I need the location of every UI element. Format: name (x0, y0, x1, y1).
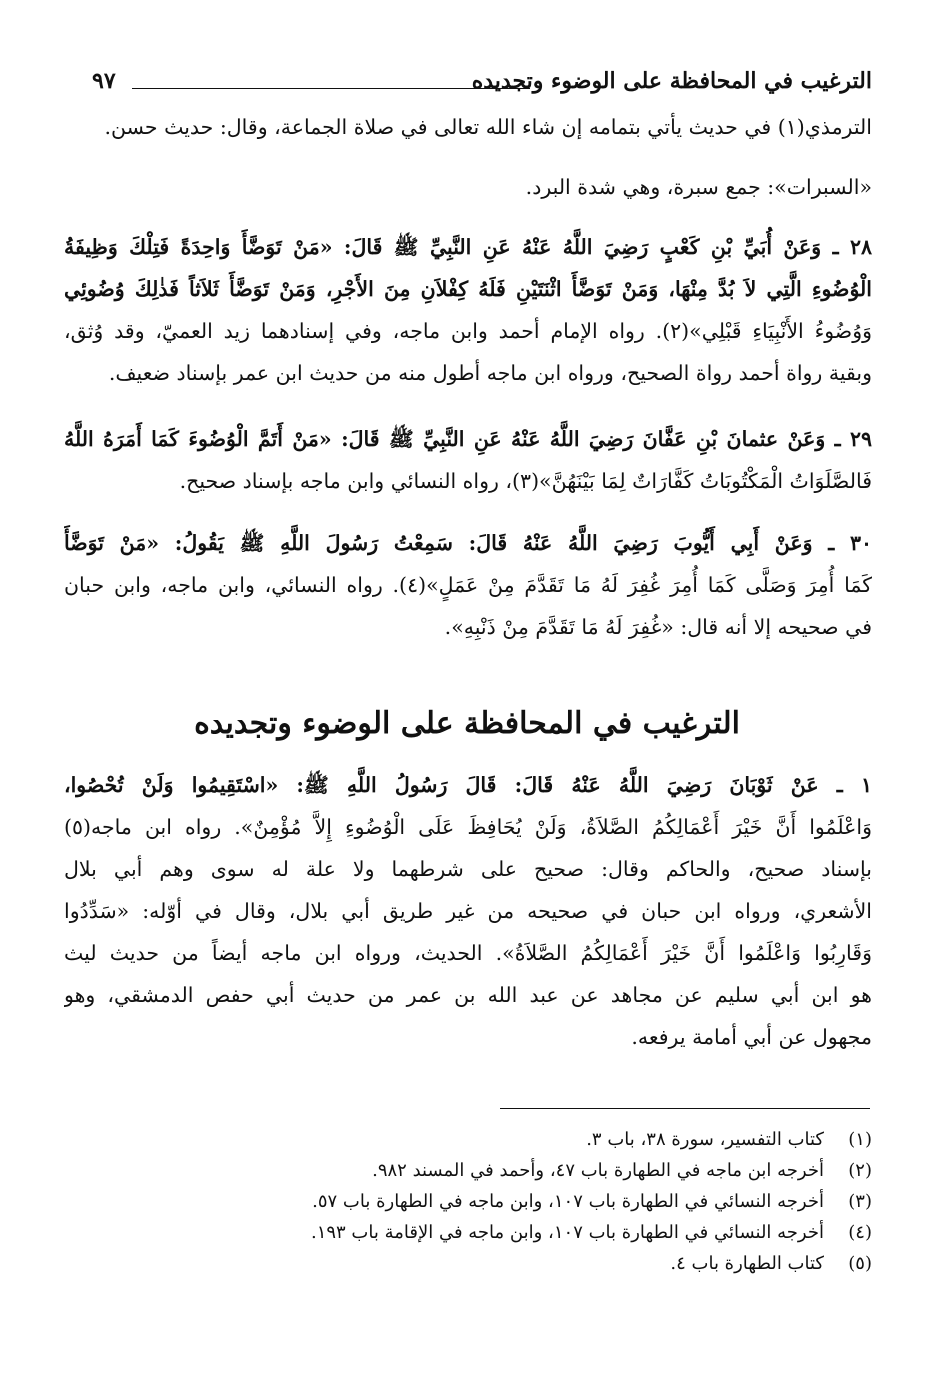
hadith-text-line: وبقية رواة أحمد رواة الصحيح، ورواه ابن ماجه أطول منه من حديث ابن عمر بإسناد ضعيف. (108, 361, 872, 385)
hadith-text-line: الأشعري، ورواه ابن حبان في صحيحه من غير طريق أبي بلال، وقال في أوّله: «سَدِّدُوا (64, 899, 872, 923)
hadith-text-line: وَقَارِبُوا وَاعْلَمُوا أَنَّ خَيْرَ أَعْمَالِكُمُ الصَّلاَةُ». الحديث، ورواه ابن ماجه أيضاً من حديث ليث (64, 941, 872, 965)
section-heading: الترغيب في المحافظة على الوضوء وتجديده (194, 706, 740, 741)
footnote-number: (٥) (848, 1253, 872, 1274)
hadith-text-line: في صحيحه إلا أنه قال: «غُفِرَ لَهُ مَا تَقَدَّمَ مِنْ ذَنْبِهِ». (444, 615, 872, 639)
footnote-number: (١) (848, 1129, 872, 1150)
hadith-text-line: الْوُضُوءِ الَّتِي لاَ بُدَّ مِنْهَا، وَمَنْ تَوَضَّأَ اثْنَتَيْنِ فَلَهُ كِفْلاَنِ مِنَ الأَجْرِ، وَمَنْ تَوَضَّأَ ثَلاَثاً فَذٰلِكَ وُضُوئِي (64, 277, 872, 301)
hadith-text-line: ٣٠ ـ وَعَنْ أَبِي أَيُّوبَ رَضِيَ اللَّهُ عَنْهُ قَالَ: سَمِعْتُ رَسُولَ اللَّهِ ﷺ يَقُولُ: «مَنْ تَوَضَّأَ (64, 531, 872, 555)
footnote-number: (٢) (848, 1160, 872, 1181)
hadith-text-line: وَاعْلَمُوا أَنَّ خَيْرَ أَعْمَالِكُمُ الصَّلاَةُ، وَلَنْ يُحَافِظَ عَلَى الْوُضُوءِ إِلاَّ مُؤْمِنٌ». رواه ابن ماجه(٥) (64, 815, 872, 839)
footnote-text: أخرجه النسائي في الطهارة باب ١٠٧، وابن ماجه في الإقامة باب ١٩٣. (310, 1222, 824, 1243)
footnote-item (64, 1155, 872, 1186)
footnote-text: كتاب التفسير، سورة ٣٨، باب ٣. (586, 1129, 824, 1150)
footnote-item (64, 1186, 872, 1217)
running-title: الترغيب في المحافظة على الوضوء وتجديده (471, 68, 872, 94)
footnote-text: كتاب الطهارة باب ٤. (670, 1253, 824, 1274)
hadith-29 (64, 418, 872, 502)
footnote-number: (٣) (848, 1191, 872, 1212)
definition-note (64, 166, 872, 208)
footnotes (64, 1124, 872, 1279)
page-header (92, 66, 872, 98)
hadith-30 (64, 522, 872, 648)
footnote-item (64, 1124, 872, 1155)
hadith-text-line: بإسناد صحيح، والحاكم وقال: صحيح على شرطهما ولا علة له سوى وهم أبي بلال (64, 857, 872, 881)
hadith-28 (64, 226, 872, 394)
text-line: الترمذي(١) في حديث يأتي بتمامه إن شاء الله تعالى في صلاة الجماعة، وقال: حديث حسن. (104, 115, 872, 139)
hadith-text-line: هو ابن أبي سليم عن مجاهد عن عبد الله بن عمر من حديث أبي حفص الدمشقي، وهو (64, 983, 872, 1007)
footnote-number: (٤) (848, 1222, 872, 1243)
hadith-text-line: ١ ـ عَنْ ثَوْبَانَ رَضِيَ اللَّهُ عَنْهُ قَالَ: قَالَ رَسُولُ اللَّهِ ﷺ: «اسْتَقِيمُوا وَلَنْ تُحْصُوا، (64, 773, 872, 797)
text-line: «السبرات»: جمع سبرة، وهي شدة البرد. (525, 175, 872, 199)
header-rule (132, 88, 530, 89)
hadith-text-line: كَمَا أُمِرَ وَصَلَّى كَمَا أُمِرَ غُفِرَ لَهُ مَا تَقَدَّمَ مِنْ عَمَلٍ»(٤). رواه النسائي، وابن ماجه، وابن حبان (64, 573, 872, 597)
page-number: ٩٧ (92, 68, 116, 94)
footnote-item (64, 1217, 872, 1248)
hadith-text-line: فَالصَّلَوَاتُ الْمَكْتُوبَاتُ كَفَّارَاتٌ لِمَا بَيْنَهُنَّ»(٣)، رواه النسائي وابن ماجه بإسناد صحيح. (179, 469, 872, 493)
footnote-text: أخرجه النسائي في الطهارة باب ١٠٧، وابن ماجه في الطهارة باب ٥٧. (312, 1191, 824, 1212)
hadith-1 (64, 764, 872, 1058)
hadith-text-line: مجهول عن أبي أمامة يرفعه. (631, 1025, 872, 1049)
hadith-text-line: ٢٨ ـ وَعَنْ أُبَيِّ بْنِ كَعْبٍ رَضِيَ اللَّهُ عَنْهُ عَنِ النَّبِيِّ ﷺ قَالَ: «مَنْ تَوَضَّأَ وَاحِدَةً فَتِلْكَ وَظِيفَةُ (64, 235, 872, 259)
footnote-separator (500, 1108, 870, 1109)
footnote-item (64, 1248, 872, 1279)
intro-paragraph (64, 106, 872, 148)
footnote-text: أخرجه ابن ماجه في الطهارة باب ٤٧، وأحمد في المسند ٩٨٢. (372, 1160, 824, 1181)
hadith-text-line: ٢٩ ـ وَعَنْ عثمانَ بْنِ عَفَّانَ رَضِيَ اللَّهُ عَنْهُ عَنِ النَّبِيِّ ﷺ قَالَ: «مَنْ أَتَمَّ الْوُضُوءَ كَمَا أَمَرَهُ اللَّهُ (64, 427, 872, 451)
hadith-text-line: وَوُضُوءُ الأَنْبِيَاءِ قَبْلِي»(٢). رواه الإمام أحمد وابن ماجه، وفي إسنادهما زيد العميّ، وقد وُثق، (64, 319, 872, 343)
